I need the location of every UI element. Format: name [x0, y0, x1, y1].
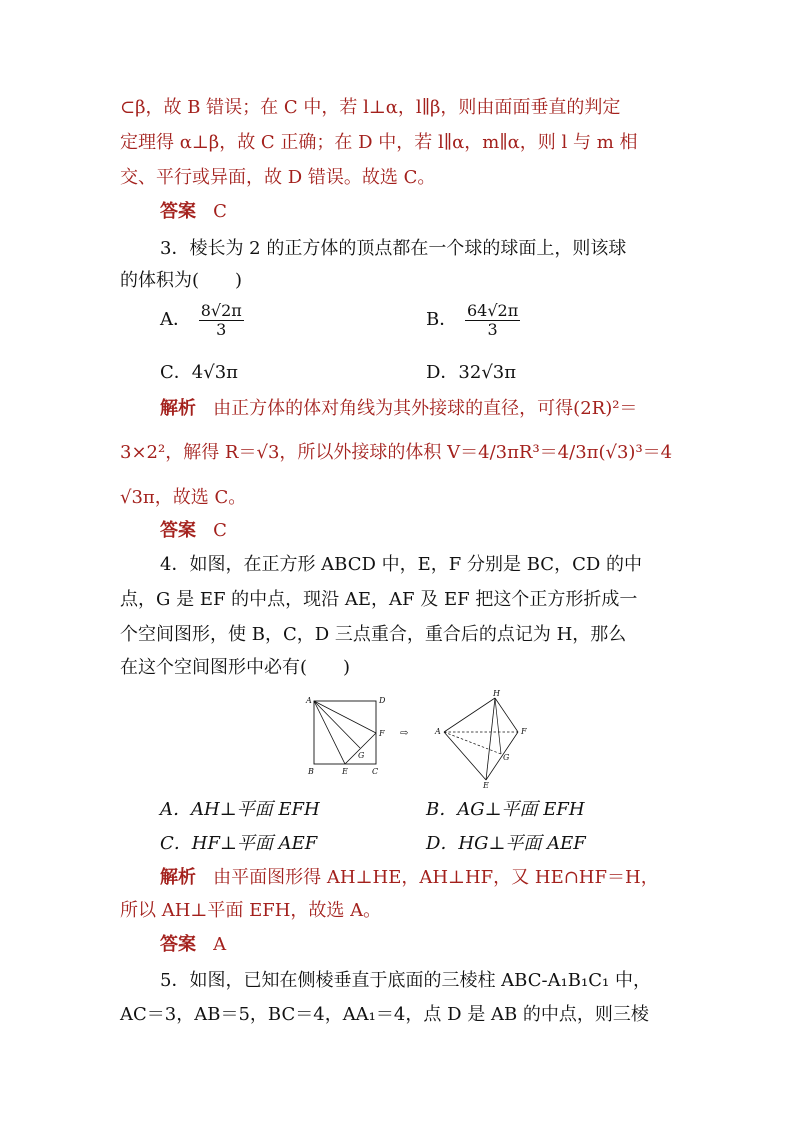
q4-figure: [300, 688, 540, 788]
svg-text:F: F: [379, 729, 385, 738]
q4-stem-1: 4．如图，在正方形 ABCD 中，E，F 分别是 BC，CD 的中: [160, 554, 642, 575]
intro-line-2: 定理得 α⊥β，故 C 正确；在 D 中，若 l∥α，m∥α，则 l 与 m 相: [120, 132, 638, 153]
q3-option-c: C．4√3π: [160, 362, 238, 383]
intro-line-3: 交、平行或异面，故 D 错误。故选 C。: [120, 167, 436, 188]
answer-label: 答案: [160, 201, 196, 222]
svg-text:F: F: [521, 727, 527, 736]
q4-answer: [160, 929, 226, 961]
q3-analysis-1: 解析 由正方体的体对角线为其外接球的直径，可得(2R)²＝: [160, 398, 638, 419]
q3-analysis-2: 3×2²，解得 R＝√3，所以外接球的体积 V＝4/3πR³＝4/3π(√3)³＝4: [120, 442, 673, 463]
q5-stem-1: 5．如图，已知在侧棱垂直于底面的三棱柱 ABC-A₁B₁C₁ 中，: [160, 970, 651, 991]
svg-text:H: H: [493, 689, 500, 698]
intro-answer: [160, 196, 227, 228]
answer-label: 答案: [160, 520, 196, 541]
q3-option-b-fraction: $\frac{64√2\pi}{3}$: [466, 301, 519, 339]
q3-stem-2: 的体积为( ): [120, 270, 243, 291]
q3-option-d: D．32√3π: [426, 362, 517, 383]
svg-text:E: E: [342, 767, 348, 776]
svg-text:B: B: [308, 767, 314, 776]
answer-label: 答案: [160, 934, 196, 955]
q4-analysis-2: 所以 AH⊥平面 EFH，故选 A。: [120, 900, 382, 921]
q3-answer: [160, 515, 227, 547]
q4-stem-3: 个空间图形，使 B，C，D 三点重合，重合后的点记为 H，那么: [120, 624, 627, 645]
intro-line-1: ⊂β，故 B 错误；在 C 中，若 l⊥α，l∥β，则由面面垂直的判定: [120, 97, 621, 118]
svg-text:A: A: [306, 696, 312, 705]
svg-text:D: D: [379, 696, 386, 705]
svg-text:G: G: [358, 751, 365, 760]
q4-option-c: C．HF⊥平面 AEF: [160, 833, 318, 854]
answer-value: C: [213, 201, 227, 222]
analysis-label: 解析: [160, 867, 196, 888]
q3-analysis-3: √3π，故选 C。: [120, 487, 247, 508]
q4-option-b: B．AG⊥平面 EFH: [426, 799, 585, 820]
q4-stem-2: 点，G 是 EF 的中点，现沿 AE，AF 及 EF 把这个正方形折成一: [120, 589, 638, 610]
arrow-icon: ⇨: [400, 728, 409, 739]
q4-option-a: A．AH⊥平面 EFH: [160, 799, 320, 820]
svg-text:C: C: [372, 767, 379, 776]
square-abcd-figure: [305, 696, 386, 776]
answer-value: C: [213, 520, 227, 541]
q4-option-d: D．HG⊥平面 AEF: [426, 833, 586, 854]
q5-stem-2: AC＝3，AB＝5，BC＝4，AA₁＝4，点 D 是 AB 的中点，则三棱: [120, 1004, 649, 1025]
tetrahedron-figure: [434, 689, 527, 788]
analysis-label: 解析: [160, 398, 196, 419]
svg-text:G: G: [503, 753, 510, 762]
q3-stem-1: 3．棱长为 2 的正方体的顶点都在一个球的球面上，则该球: [160, 238, 627, 259]
q3-option-a: A． $\frac{8√2\pi}{3}$: [160, 301, 242, 339]
svg-text:E: E: [483, 781, 489, 788]
q4-analysis-1: 解析 由平面图形得 AH⊥HE，AH⊥HF，又 HE∩HF＝H，: [160, 867, 659, 888]
q3-option-a-fraction: $\frac{8√2\pi}{3}$: [200, 301, 242, 339]
q4-stem-4: 在这个空间图形中必有( ): [120, 657, 351, 678]
answer-value: A: [213, 934, 227, 955]
q3-option-b: B． $\frac{64√2\pi}{3}$: [426, 301, 519, 339]
svg-text:A: A: [435, 727, 441, 736]
